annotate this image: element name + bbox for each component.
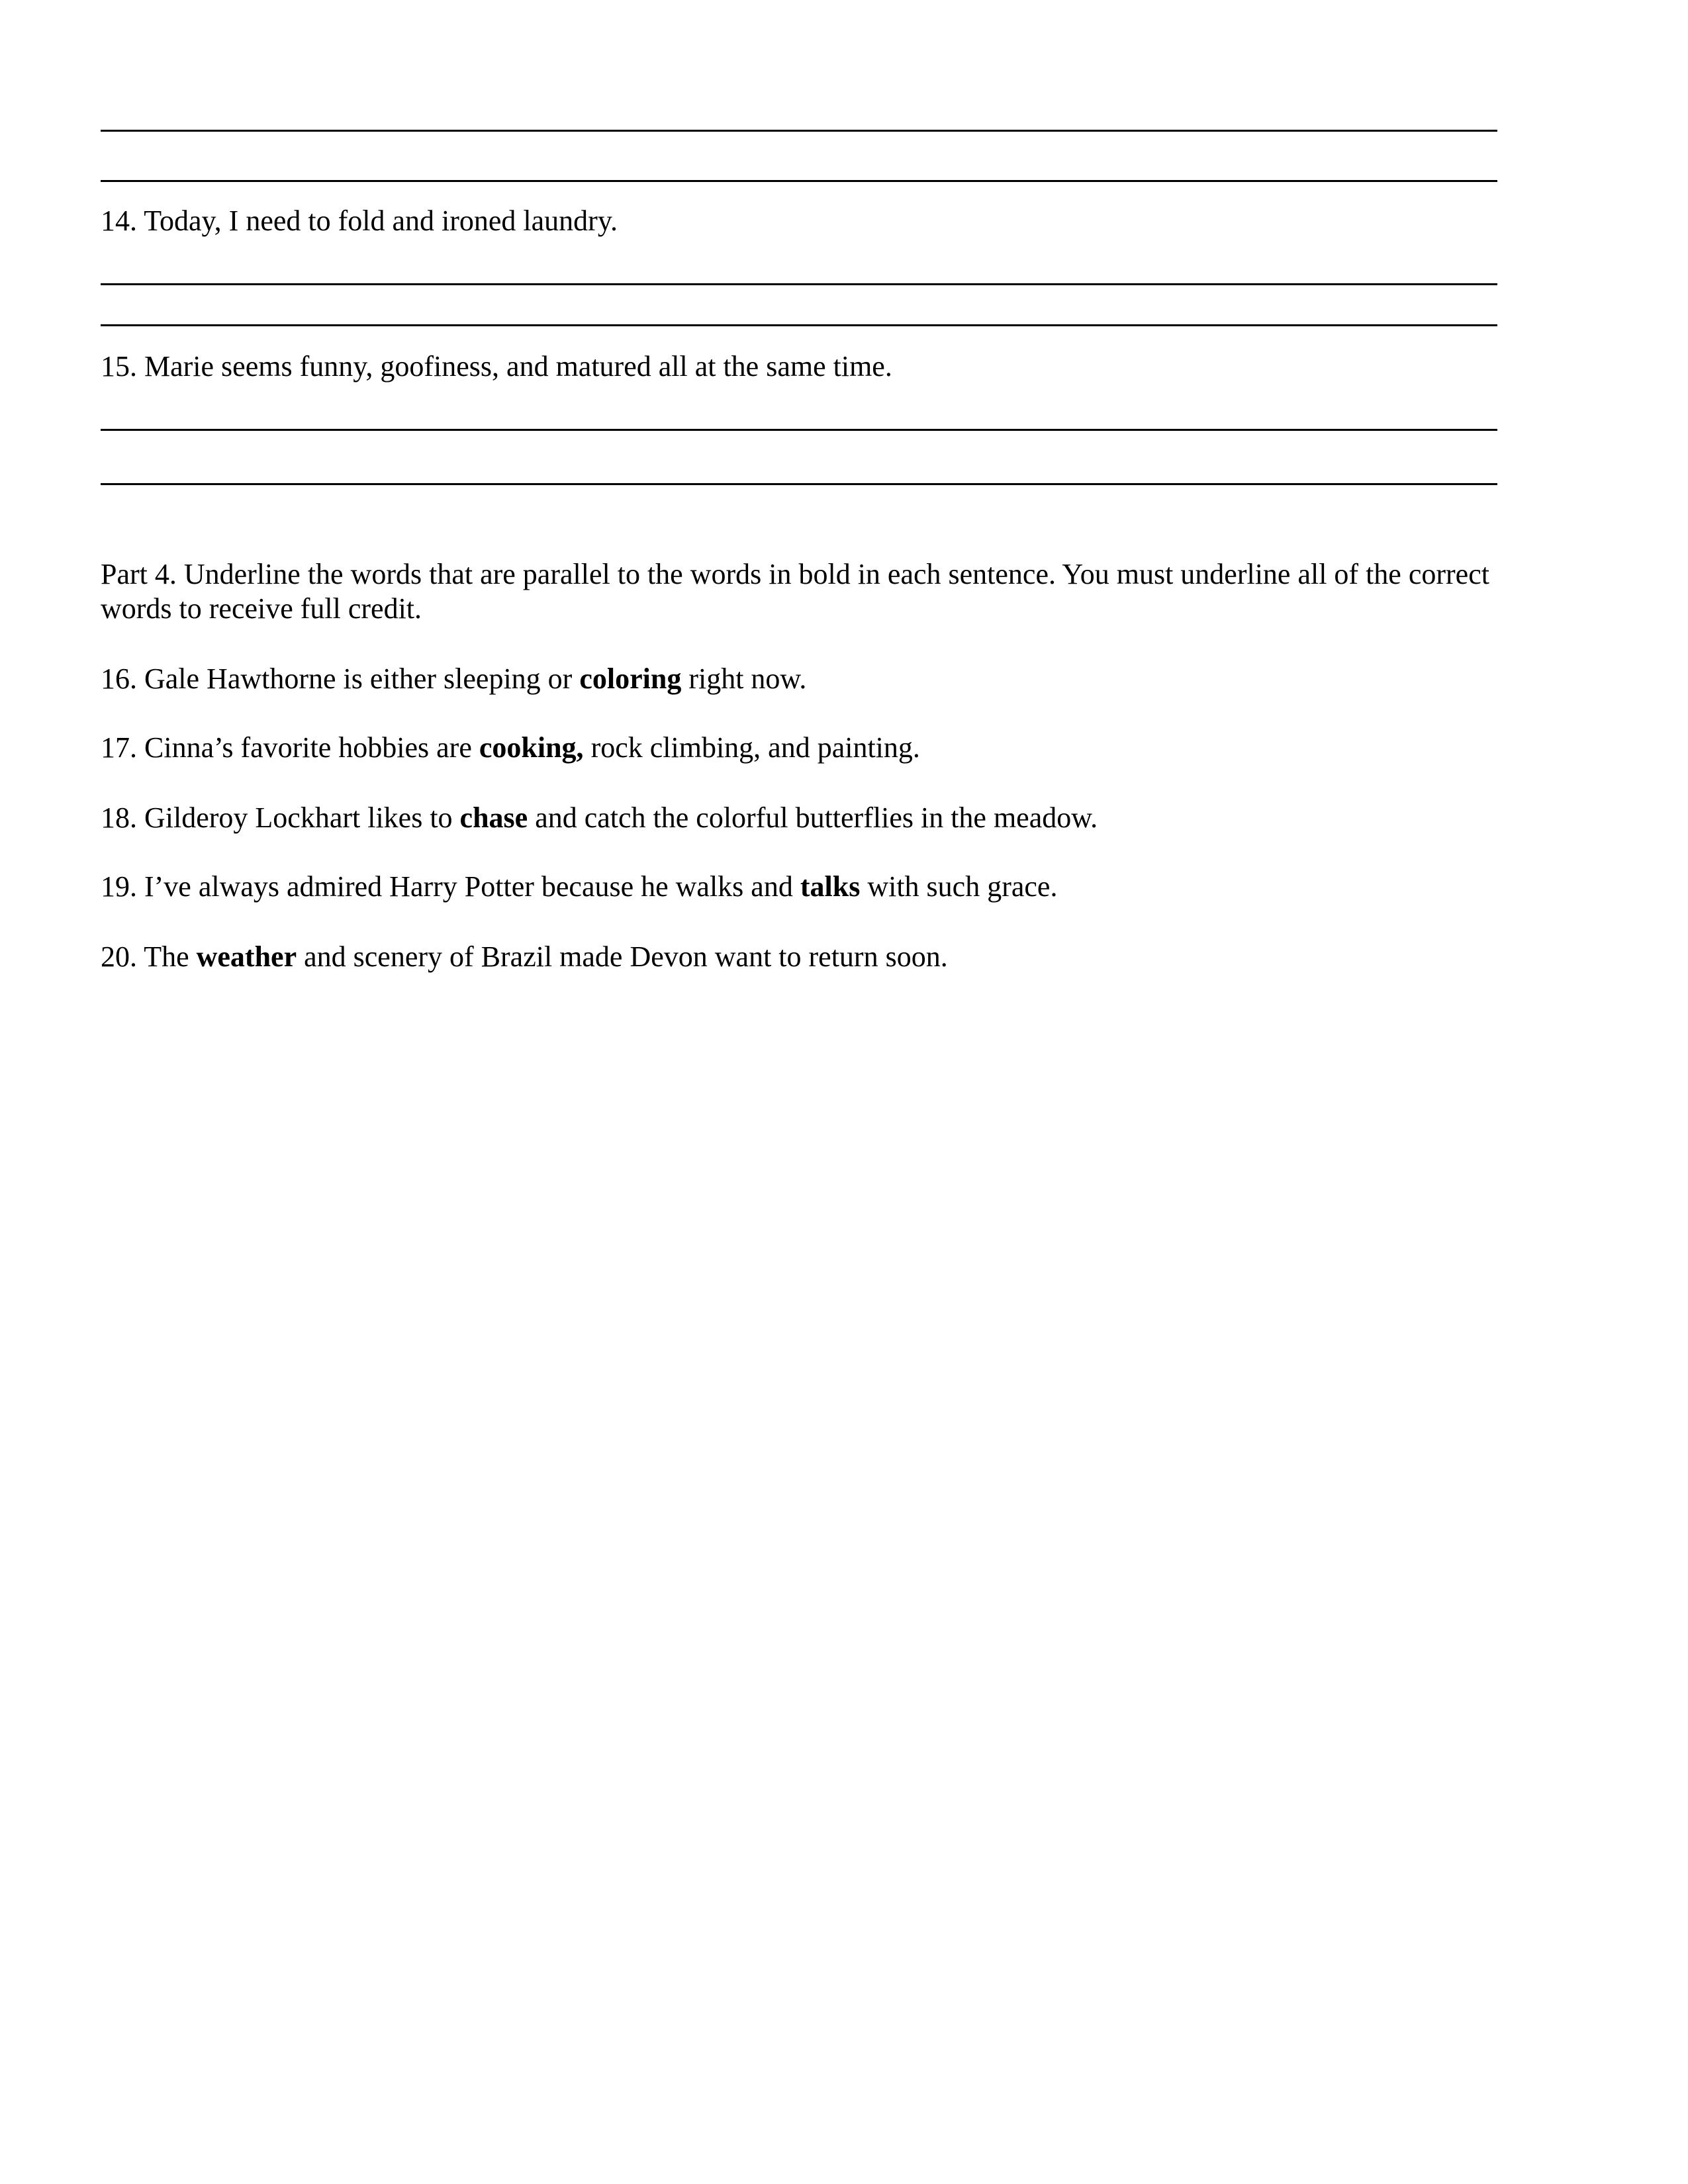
answer-line[interactable] <box>101 324 1497 326</box>
question-text: and catch the colorful butterflies in the meadow. <box>528 801 1098 834</box>
question-15: 15. Marie seems funny, goofiness, and matured all at the same time. <box>101 350 892 383</box>
question-19 <box>101 870 1057 904</box>
question-text: 16. Gale Hawthorne is either sleeping or <box>101 662 580 695</box>
question-20 <box>101 940 948 974</box>
bold-word: coloring <box>579 662 682 695</box>
question-16 <box>101 662 806 696</box>
question-text: 20. The <box>101 940 197 973</box>
question-text: with such grace. <box>860 870 1058 903</box>
question-text: 19. I’ve always admired Harry Potter because he walks and <box>101 870 800 903</box>
question-text: right now. <box>681 662 807 695</box>
bold-word: talks <box>800 870 861 903</box>
part4-instructions: Part 4. Underline the words that are parallel to the words in bold in each sentence. You must underline all of the correct words to receive full credit. <box>101 558 1489 625</box>
bold-word: weather <box>196 940 297 973</box>
question-18 <box>101 801 1098 835</box>
bold-word: chase <box>459 801 528 834</box>
question-text: 18. Gilderoy Lockhart likes to <box>101 801 460 834</box>
answer-line[interactable] <box>101 130 1497 132</box>
bold-word: cooking, <box>479 731 584 764</box>
question-14: 14. Today, I need to fold and ironed laundry. <box>101 205 618 237</box>
answer-line[interactable] <box>101 429 1497 431</box>
answer-line[interactable] <box>101 283 1497 285</box>
answer-line[interactable] <box>101 180 1497 182</box>
question-17 <box>101 731 920 765</box>
question-text: rock climbing, and painting. <box>583 731 920 764</box>
question-text: 17. Cinna’s favorite hobbies are <box>101 731 479 764</box>
question-text: and scenery of Brazil made Devon want to return soon. <box>297 940 948 973</box>
answer-line[interactable] <box>101 483 1497 485</box>
